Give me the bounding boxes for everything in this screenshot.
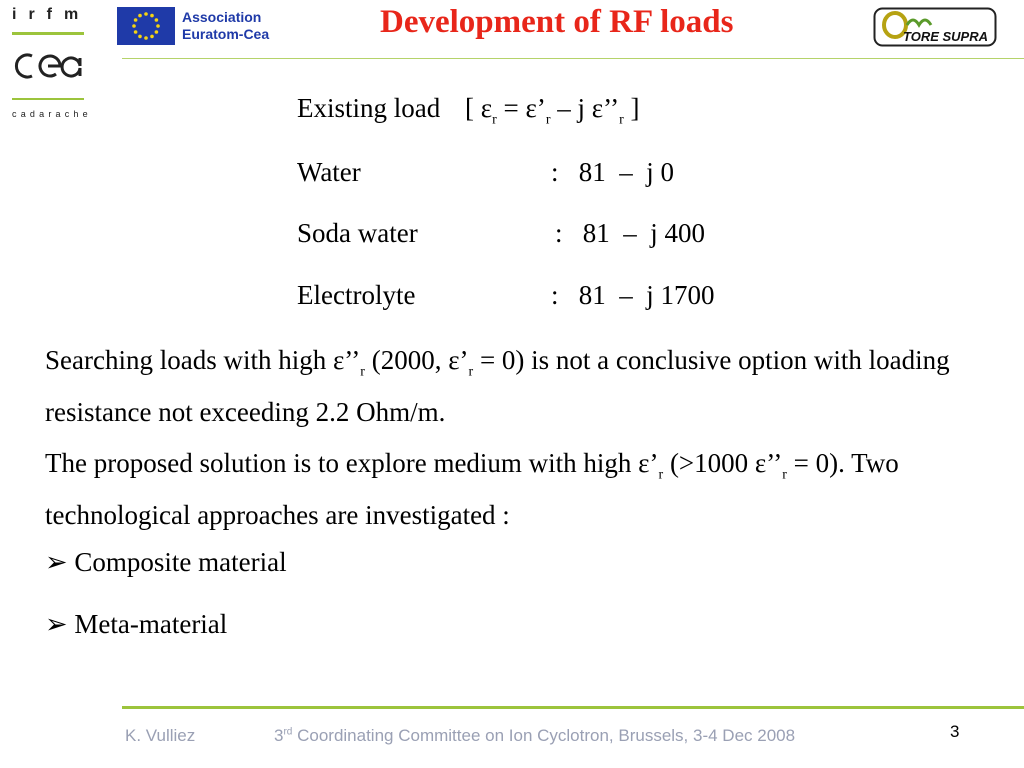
- load-name: Water: [297, 157, 361, 187]
- tore-supra-text: TORE SUPRA: [903, 29, 988, 44]
- existing-load-label: Existing load: [297, 93, 441, 123]
- cadarache-label: cadarache: [12, 109, 92, 119]
- eu-star: [156, 24, 160, 28]
- eu-star: [150, 14, 154, 18]
- load-name: Electrolyte: [297, 280, 416, 310]
- cea-logo: [12, 48, 84, 89]
- eu-star: [134, 30, 138, 34]
- load-name: Soda water: [297, 218, 418, 248]
- eu-star: [138, 35, 142, 39]
- existing-load-line: [297, 93, 640, 128]
- irfm-logo-text: irfm: [12, 6, 91, 23]
- arrow-bullet-icon: ➢: [45, 547, 68, 577]
- footer-rule: [122, 706, 1024, 709]
- bullet-composite-material: ➢ Composite material: [45, 547, 287, 577]
- load-row-soda-water: [297, 218, 706, 249]
- load-value: : 81 – j 1700: [551, 280, 715, 310]
- footer-event: 3rd Coordinating Committee on Ion Cyclotron, Brussels, 3-4 Dec 2008: [274, 726, 796, 745]
- footer-author: K. Vulliez: [125, 726, 196, 745]
- eu-flag-icon: [117, 7, 175, 50]
- eu-star: [134, 18, 138, 22]
- eu-star: [155, 30, 159, 34]
- page-title: Development of RF loads: [380, 4, 734, 40]
- bullet-meta-material: ➢ Meta-material: [45, 609, 228, 639]
- association-line2: Euratom-Cea: [182, 26, 270, 42]
- tore-supra-logo: [873, 7, 997, 52]
- eu-star: [150, 35, 154, 39]
- irfm-underline: [12, 32, 84, 35]
- eu-star: [144, 36, 148, 40]
- eu-star: [132, 24, 136, 28]
- load-value: : 81 – j 400: [555, 218, 706, 248]
- load-row-electrolyte: [297, 280, 715, 311]
- page-number: 3: [950, 722, 960, 741]
- permittivity-equation: [ $\varepsilon_r$ = $\varepsilon’_r$ – j $\varepsilon’’_r$ ]: [465, 93, 640, 128]
- paragraph-searching-loads: Searching loads with high $\varepsilon’’_r$ (2000, $\varepsilon’_r = 0$) is not a conclusive option with loading resistance not exceeding 2.2 Ohm/m.: [45, 345, 950, 428]
- eu-star: [138, 14, 142, 18]
- association-line1: Association: [182, 9, 262, 25]
- eu-star: [144, 12, 148, 16]
- header-rule: [122, 58, 1024, 59]
- cea-underline: [12, 98, 84, 100]
- paragraph-proposed-solution: The proposed solution is to explore medium with high $\varepsilon’_r$ (>1000 $\varepsilon’’_r = 0$). Two technological approaches are investigated :: [45, 448, 899, 531]
- load-row-water: [297, 157, 675, 188]
- eu-star: [155, 18, 159, 22]
- association-label: [182, 9, 269, 43]
- arrow-bullet-icon: ➢: [45, 609, 68, 639]
- load-value: : 81 – j 0: [551, 157, 675, 187]
